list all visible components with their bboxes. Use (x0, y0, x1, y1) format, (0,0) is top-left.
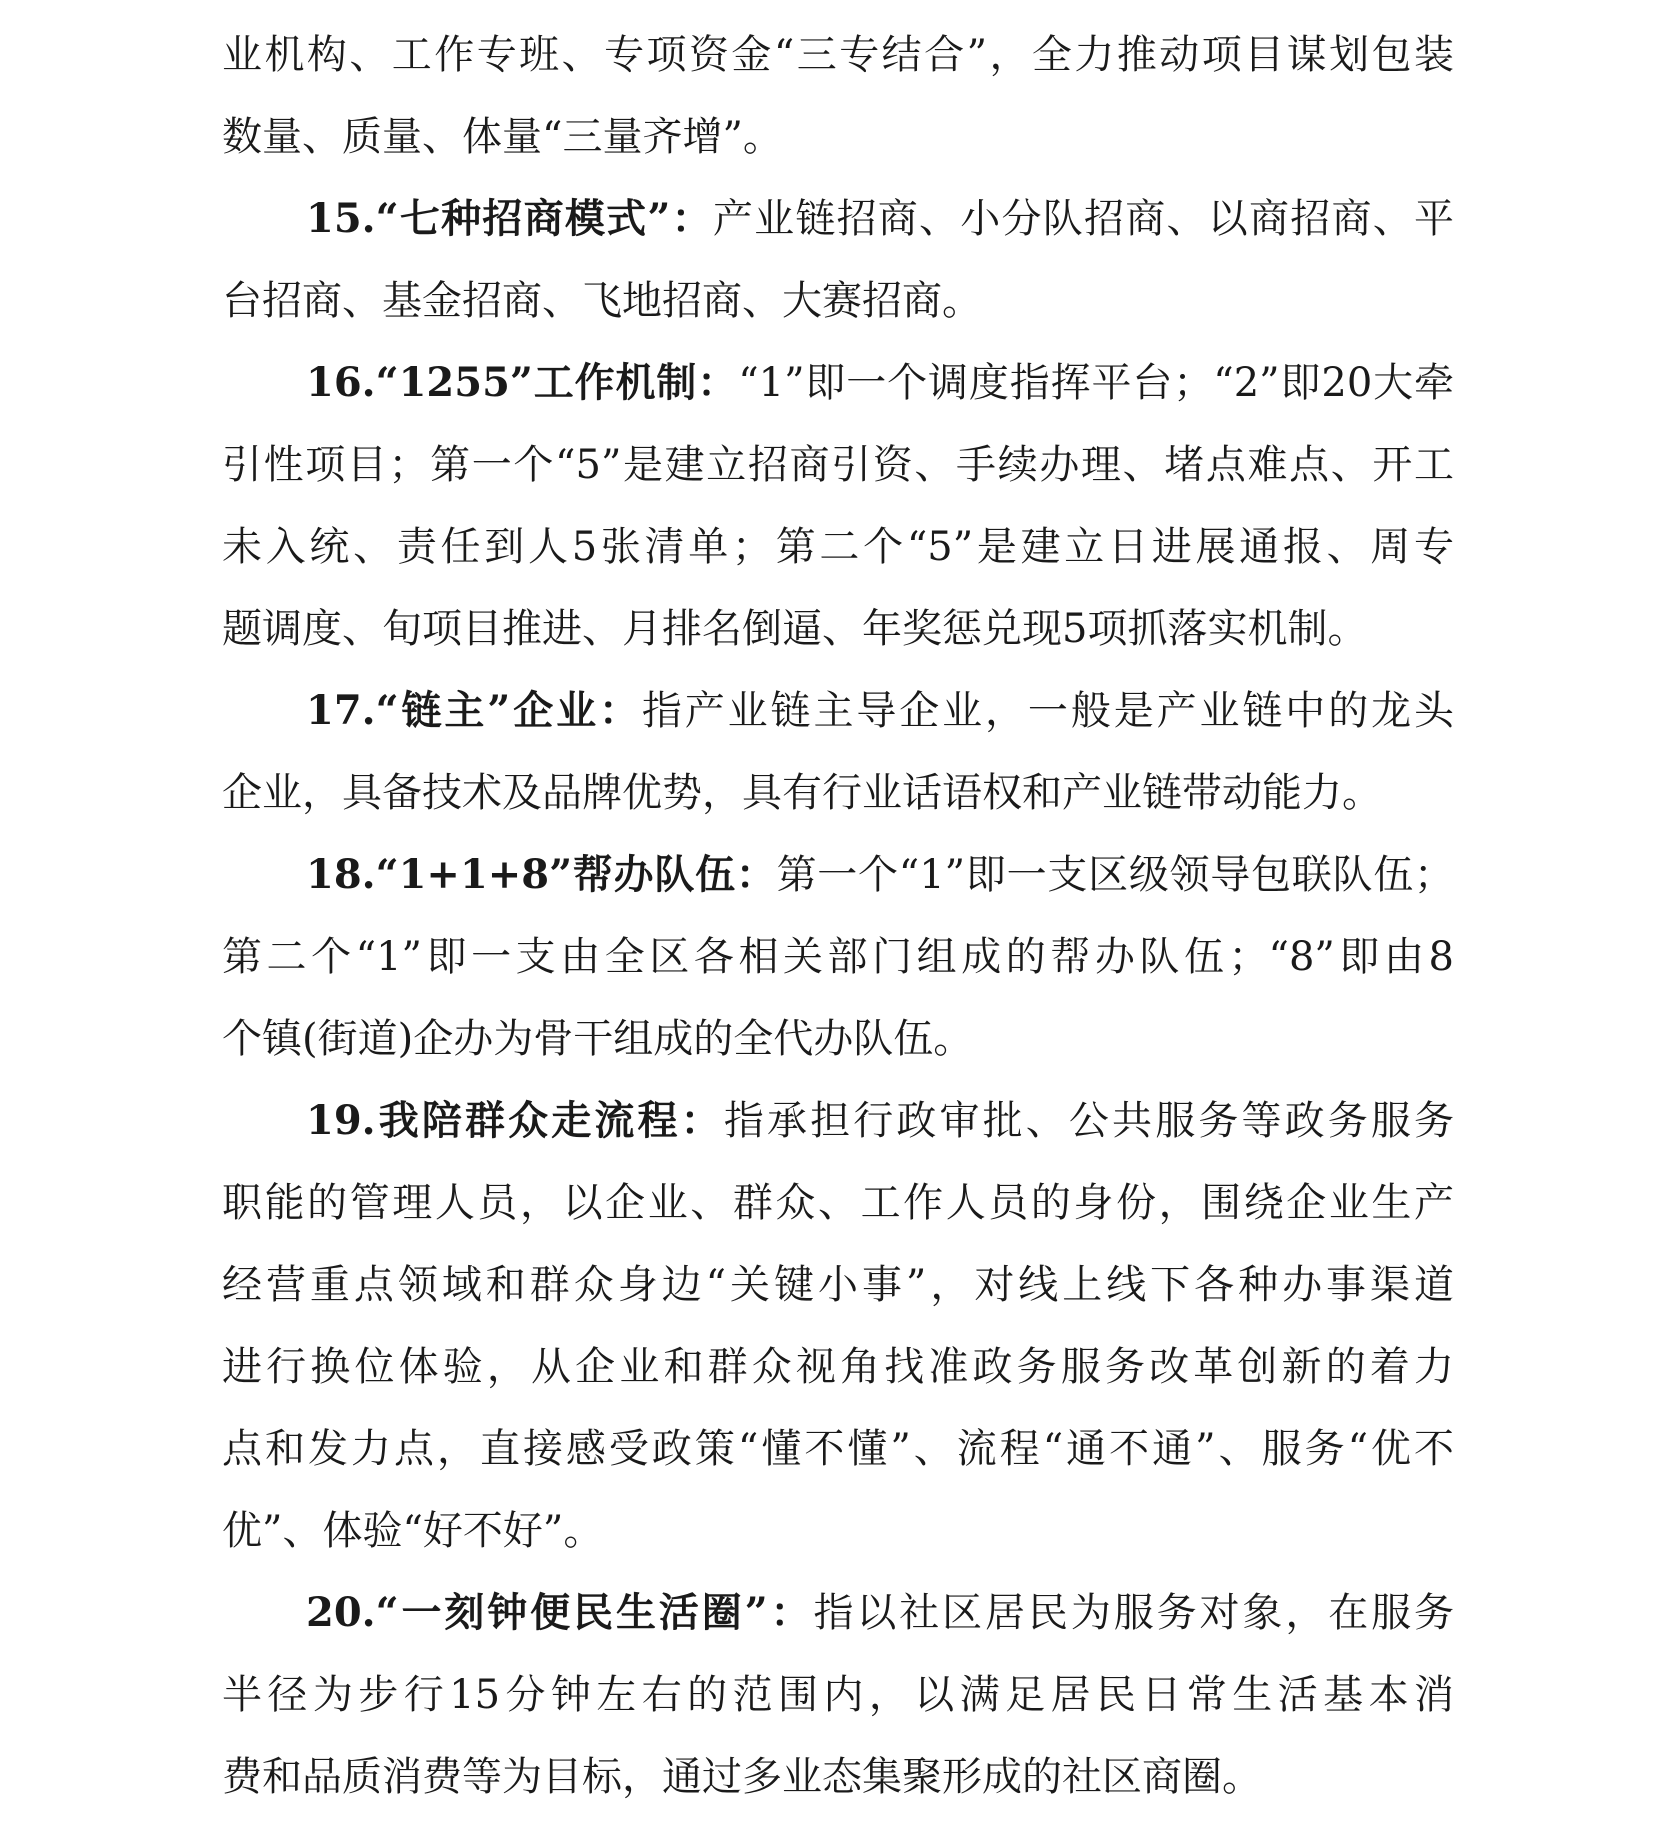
definition-text: 指产业链主导企业，一般是产业链中的龙头 (641, 688, 1454, 734)
text-line: 数量、质量、体量“三量齐增”。 (222, 114, 783, 160)
text-line: 半径为步行15分钟左右的范围内，以满足居民日常生活基本消 (222, 1672, 1454, 1718)
text-line: 费和品质消费等为目标，通过多业态集聚形成的社区商圈。 (222, 1754, 1262, 1800)
term-label: 17.“链主”企业： (306, 687, 642, 734)
text-line: 经营重点领域和群众身边“关键小事”，对线上线下各种办事渠道 (222, 1262, 1454, 1308)
text-line: 进行换位体验，从企业和群众视角找准政务服务改革创新的着力 (222, 1344, 1454, 1390)
text-line: 个镇(街道)企办为骨干组成的全代办队伍。 (222, 1016, 974, 1062)
text-line (222, 178, 1454, 260)
text-line: 业机构、工作专班、专项资金“三专结合”，全力推动项目谋划包装 (222, 32, 1454, 78)
document-page (222, 14, 1454, 1818)
term-label: 19.我陪群众走流程： (306, 1097, 724, 1144)
paragraph-item-19 (222, 1080, 1454, 1572)
text-line: 优”、体验“好不好”。 (222, 1508, 604, 1554)
text-line: 第二个“1”即一支由全区各相关部门组成的帮办队伍；“8”即由8 (222, 934, 1454, 980)
text-line: 企业，具备技术及品牌优势，具有行业话语权和产业链带动能力。 (222, 770, 1382, 816)
term-label: 20.“一刻钟便民生活圈”： (306, 1589, 814, 1636)
definition-text: 指承担行政审批、公共服务等政务服务 (723, 1098, 1454, 1144)
text-line: 题调度、旬项目推进、月排名倒逼、年奖惩兑现5项抓落实机制。 (222, 606, 1368, 652)
text-line: 点和发力点，直接感受政策“懂不懂”、流程“通不通”、服务“优不 (222, 1426, 1454, 1472)
definition-text: 产业链招商、小分队招商、以商招商、平 (712, 196, 1454, 242)
term-label: 18.“1+1+8”帮办队伍： (306, 851, 777, 898)
definition-text: 指以社区居民为服务对象，在服务 (813, 1590, 1454, 1636)
text-line (222, 834, 1454, 916)
text-line (222, 342, 1454, 424)
paragraph-item-17 (222, 670, 1454, 834)
paragraph-item-15 (222, 178, 1454, 342)
definition-text: 第一个“1”即一支区级领导包联队伍； (776, 852, 1454, 898)
text-line (222, 1572, 1454, 1654)
text-line: 引性项目；第一个“5”是建立招商引资、手续办理、堵点难点、开工 (222, 442, 1454, 488)
paragraph-item-16 (222, 342, 1454, 670)
paragraph-item-18 (222, 834, 1454, 1080)
text-line: 职能的管理人员，以企业、群众、工作人员的身份，围绕企业生产 (222, 1180, 1454, 1226)
term-label: 16.“1255”工作机制： (306, 359, 739, 406)
text-line: 台招商、基金招商、飞地招商、大赛招商。 (222, 278, 982, 324)
definition-text: “1”即一个调度指挥平台；“2”即20大牵 (738, 360, 1454, 406)
text-line (222, 1080, 1454, 1162)
paragraph-continuation (222, 14, 1454, 178)
term-label: 15.“七种招商模式”： (306, 195, 713, 242)
paragraph-item-20 (222, 1572, 1454, 1818)
text-line (222, 670, 1454, 752)
text-line: 未入统、责任到人5张清单；第二个“5”是建立日进展通报、周专 (222, 524, 1454, 570)
